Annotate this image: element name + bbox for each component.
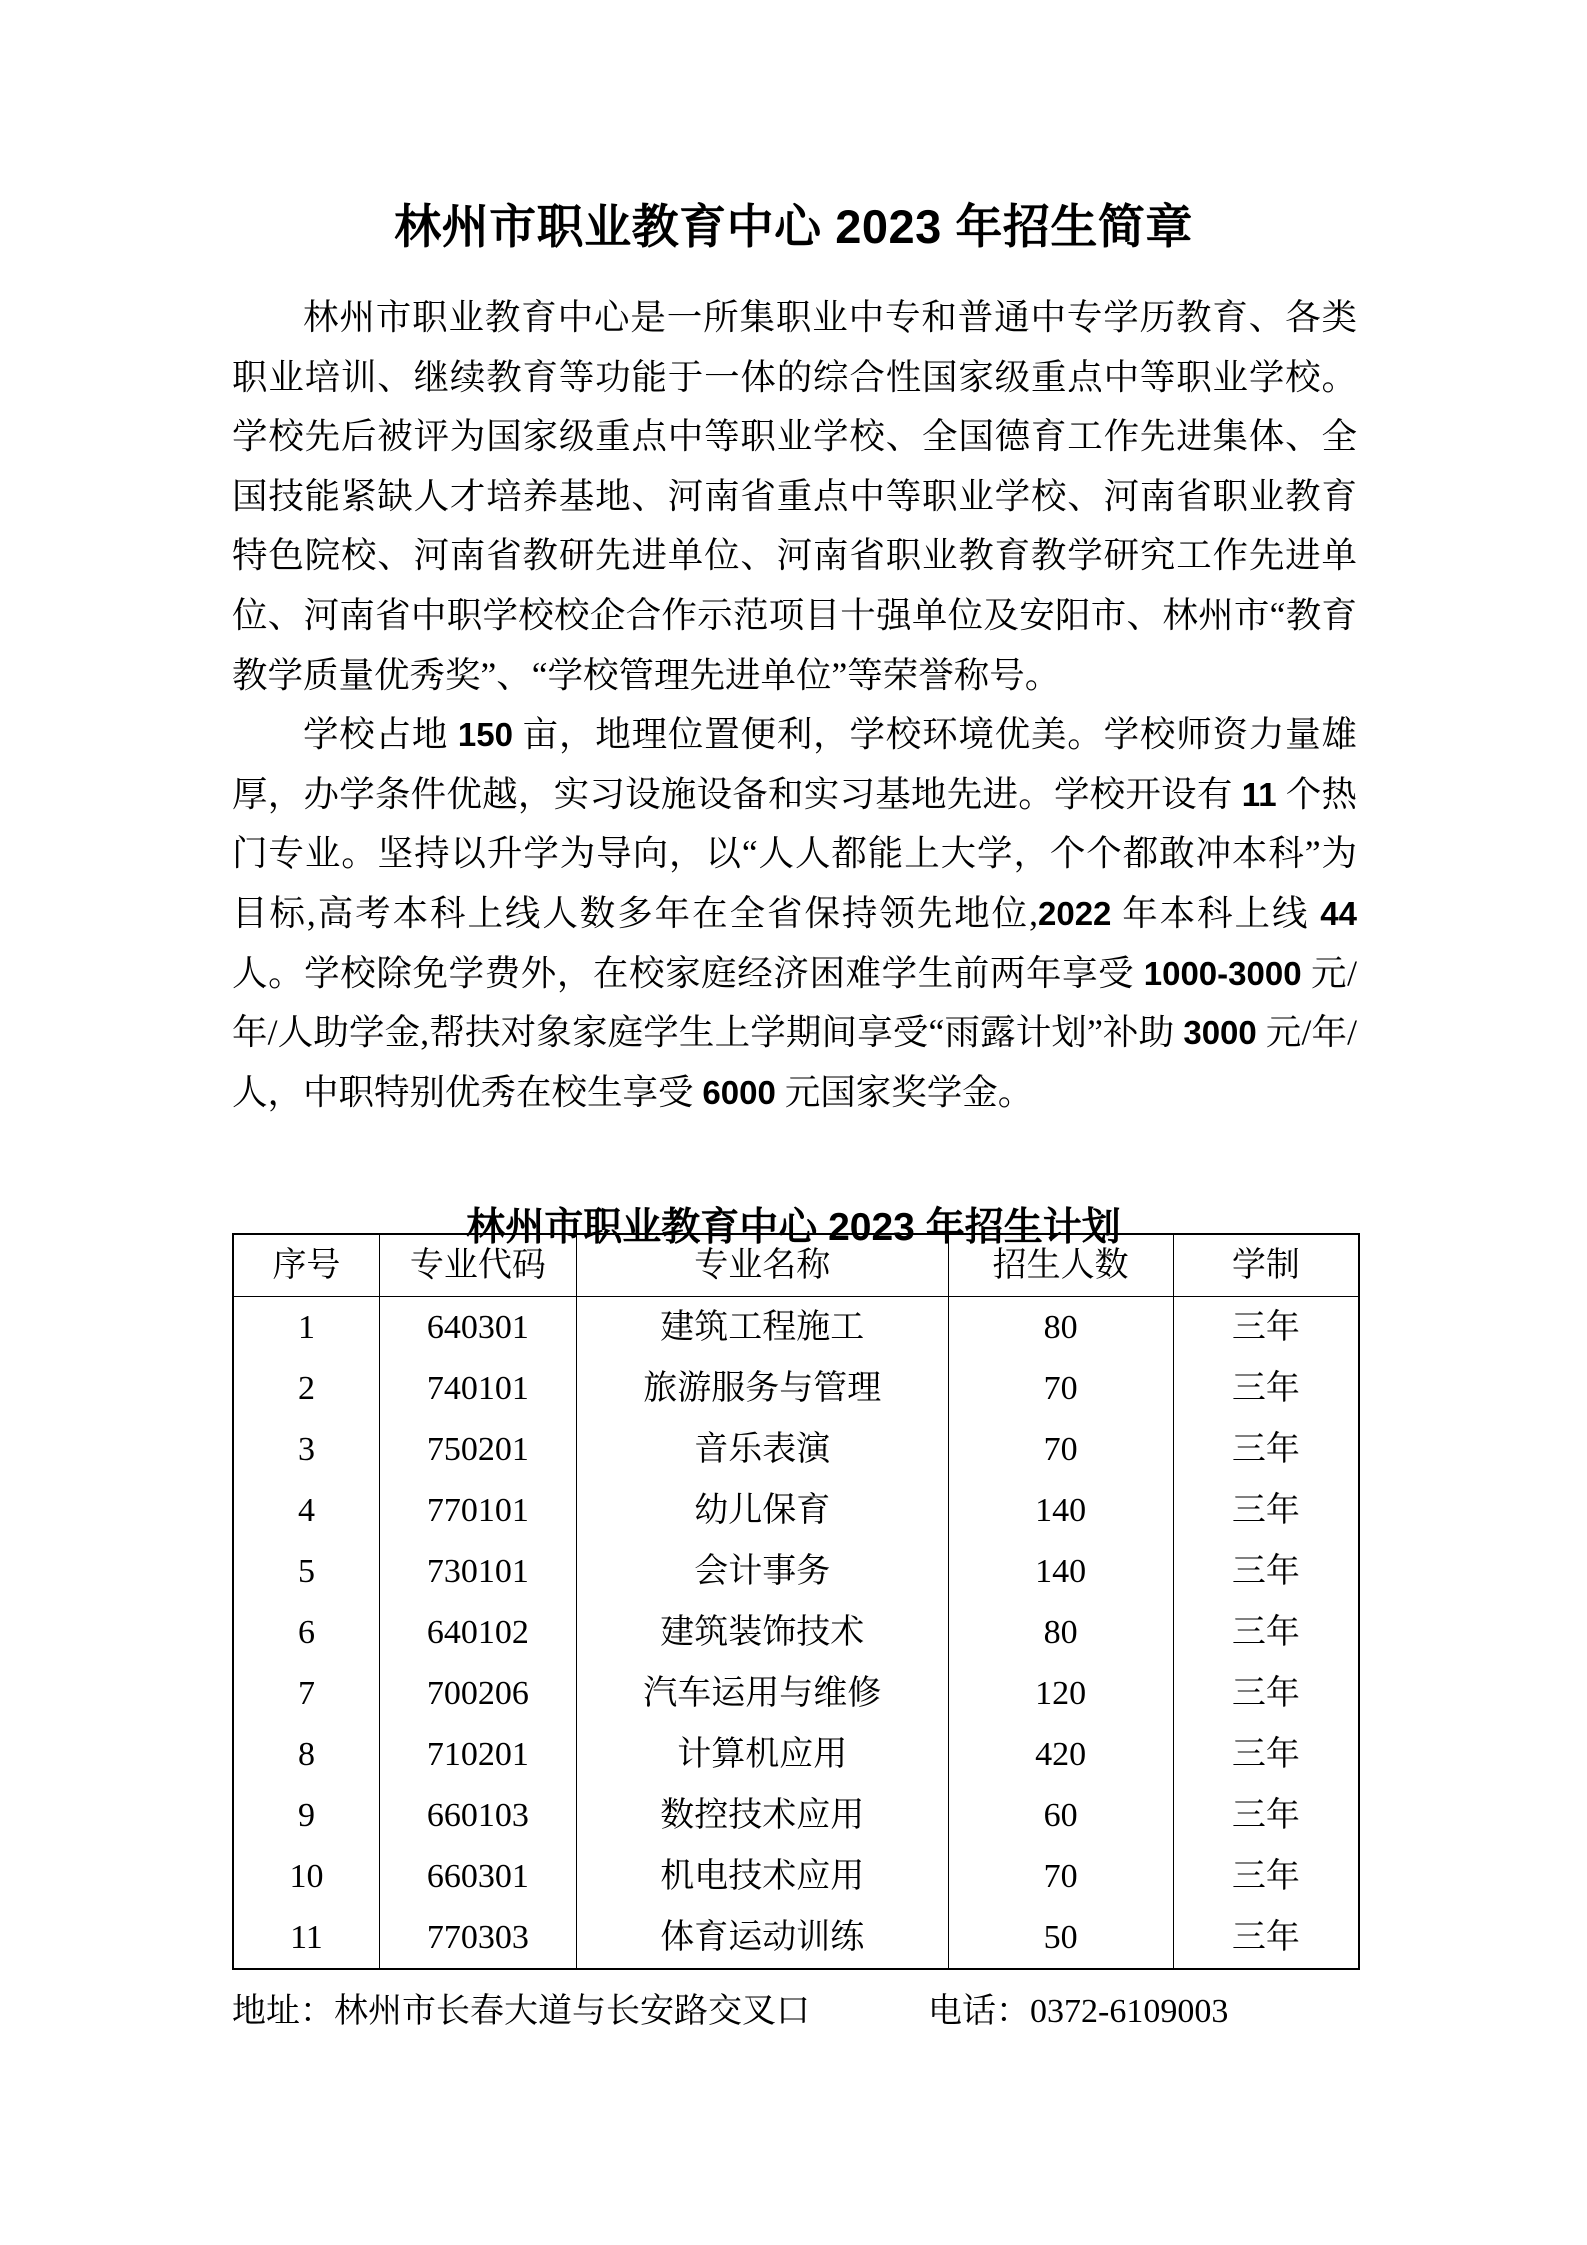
cell-count: 70 — [948, 1419, 1173, 1480]
cell-years: 三年 — [1173, 1602, 1359, 1663]
cell-count: 80 — [948, 1602, 1173, 1663]
cell-name: 计算机应用 — [576, 1724, 948, 1785]
table-header-row — [233, 1234, 1359, 1297]
cell-no: 5 — [233, 1541, 379, 1602]
cell-no: 4 — [233, 1480, 379, 1541]
contact-footer — [232, 1992, 1360, 2033]
campus-paragraph — [232, 705, 1357, 1122]
p2-number-year: 2022 — [1037, 894, 1112, 932]
p2-number-grant-range: 1000-3000 — [1143, 954, 1302, 992]
plan-table-heading: 林州市职业教育中心 2023 年招生计划 — [466, 1206, 1121, 1250]
cell-years: 三年 — [1173, 1541, 1359, 1602]
cell-name: 音乐表演 — [576, 1419, 948, 1480]
table-row — [233, 1907, 1359, 1969]
cell-years: 三年 — [1173, 1480, 1359, 1541]
p2-number-admitted: 44 — [1320, 894, 1357, 932]
p2-text-6: 元/年/人助学金,帮扶对象家庭学生上学期间享受“雨露计划”补助 — [232, 952, 1357, 1053]
footer-phone: 电话：0372-6109003 — [928, 1993, 1229, 2030]
cell-years: 三年 — [1173, 1419, 1359, 1480]
column-header-name: 专业名称 — [576, 1234, 948, 1297]
cell-count: 50 — [948, 1907, 1173, 1969]
cell-no: 11 — [233, 1907, 379, 1969]
column-header-years: 学制 — [1173, 1234, 1359, 1297]
cell-count: 140 — [948, 1480, 1173, 1541]
cell-count: 70 — [948, 1358, 1173, 1419]
cell-no: 3 — [233, 1419, 379, 1480]
column-header-no: 序号 — [233, 1234, 379, 1297]
table-row — [233, 1785, 1359, 1846]
cell-count: 140 — [948, 1541, 1173, 1602]
cell-no: 2 — [233, 1358, 379, 1419]
cell-name: 旅游服务与管理 — [576, 1358, 948, 1419]
cell-name: 幼儿保育 — [576, 1480, 948, 1541]
cell-years: 三年 — [1173, 1297, 1359, 1359]
table-row — [233, 1480, 1359, 1541]
p2-number-area: 150 — [457, 716, 513, 754]
p2-text-3: 个热门专业。坚持以升学为导向，以“人人都能上大学，个个都敢冲本科”为目标,高考本科上线人数多年在全省保持领先地位, — [232, 773, 1357, 933]
cell-code: 660103 — [379, 1785, 576, 1846]
intro-paragraph: 林州市职业教育中心是一所集职业中专和普通中专学历教育、各类职业培训、继续教育等功能于一体的综合性国家级重点中等职业学校。学校先后被评为国家级重点中等职业学校、全国德育工作先进集体、全国技能紧缺人才培养基地、河南省重点中等职业学校、河南省职业教育特色院校、河南省教研先进单位、河南省职业教育教学研究工作先进单位、河南省中职学校校企合作示范项目十强单位及安阳市、林州市“教育教学质量优秀奖”、“学校管理先进单位”等荣誉称号。 — [232, 297, 1357, 695]
cell-code: 660301 — [379, 1846, 576, 1907]
p2-text-1: 学校占地 — [303, 714, 458, 755]
page-title: 林州市职业教育中心 2023 年招生简章 — [394, 200, 1193, 254]
cell-years: 三年 — [1173, 1907, 1359, 1969]
cell-name: 建筑工程施工 — [576, 1297, 948, 1359]
p2-text-2: 亩，地理位置便利，学校环境优美。学校师资力量雄厚，办学条件优越，实习设施设备和实习基地先进。学校开设有 — [232, 714, 1357, 814]
cell-name: 汽车运用与维修 — [576, 1663, 948, 1724]
cell-no: 6 — [233, 1602, 379, 1663]
cell-code: 640102 — [379, 1602, 576, 1663]
cell-years: 三年 — [1173, 1846, 1359, 1907]
p2-text-5: 人。学校除免学费外，在校家庭经济困难学生前两年享受 — [232, 952, 1144, 993]
cell-no: 8 — [233, 1724, 379, 1785]
p2-number-subsidy: 3000 — [1183, 1014, 1257, 1052]
cell-count: 80 — [948, 1297, 1173, 1359]
plan-table-wrapper — [232, 1233, 1360, 1970]
cell-years: 三年 — [1173, 1663, 1359, 1724]
cell-code: 700206 — [379, 1663, 576, 1724]
cell-no: 7 — [233, 1663, 379, 1724]
p2-number-majors: 11 — [1241, 775, 1277, 813]
cell-no: 9 — [233, 1785, 379, 1846]
body-text-block — [232, 288, 1357, 1122]
table-row — [233, 1541, 1359, 1602]
cell-code: 710201 — [379, 1724, 576, 1785]
cell-years: 三年 — [1173, 1724, 1359, 1785]
cell-code: 730101 — [379, 1541, 576, 1602]
cell-no: 10 — [233, 1846, 379, 1907]
cell-code: 750201 — [379, 1419, 576, 1480]
column-header-count: 招生人数 — [948, 1234, 1173, 1297]
table-row — [233, 1846, 1359, 1907]
cell-count: 60 — [948, 1785, 1173, 1846]
cell-code: 640301 — [379, 1297, 576, 1359]
footer-address: 地址：林州市长春大道与长安路交叉口 — [232, 1993, 810, 2030]
cell-years: 三年 — [1173, 1785, 1359, 1846]
cell-name: 建筑装饰技术 — [576, 1602, 948, 1663]
cell-count: 70 — [948, 1846, 1173, 1907]
cell-count: 420 — [948, 1724, 1173, 1785]
table-row — [233, 1297, 1359, 1359]
p2-text-7: 元/年/人，中职特别优秀在校生享受 — [232, 1012, 1357, 1112]
cell-name: 会计事务 — [576, 1541, 948, 1602]
enrollment-plan-table — [232, 1233, 1360, 1970]
table-row — [233, 1358, 1359, 1419]
p2-text-8: 元国家奖学金。 — [775, 1071, 1034, 1112]
cell-count: 120 — [948, 1663, 1173, 1724]
p2-text-4: 年本科上线 — [1111, 892, 1321, 933]
table-row — [233, 1602, 1359, 1663]
cell-code: 770303 — [379, 1907, 576, 1969]
table-row — [233, 1419, 1359, 1480]
cell-name: 数控技术应用 — [576, 1785, 948, 1846]
p2-number-scholarship: 6000 — [702, 1073, 776, 1111]
cell-years: 三年 — [1173, 1358, 1359, 1419]
table-row — [233, 1724, 1359, 1785]
column-header-code: 专业代码 — [379, 1234, 576, 1297]
cell-code: 740101 — [379, 1358, 576, 1419]
cell-code: 770101 — [379, 1480, 576, 1541]
cell-name: 机电技术应用 — [576, 1846, 948, 1907]
cell-name: 体育运动训练 — [576, 1907, 948, 1969]
table-row — [233, 1663, 1359, 1724]
cell-no: 1 — [233, 1297, 379, 1359]
